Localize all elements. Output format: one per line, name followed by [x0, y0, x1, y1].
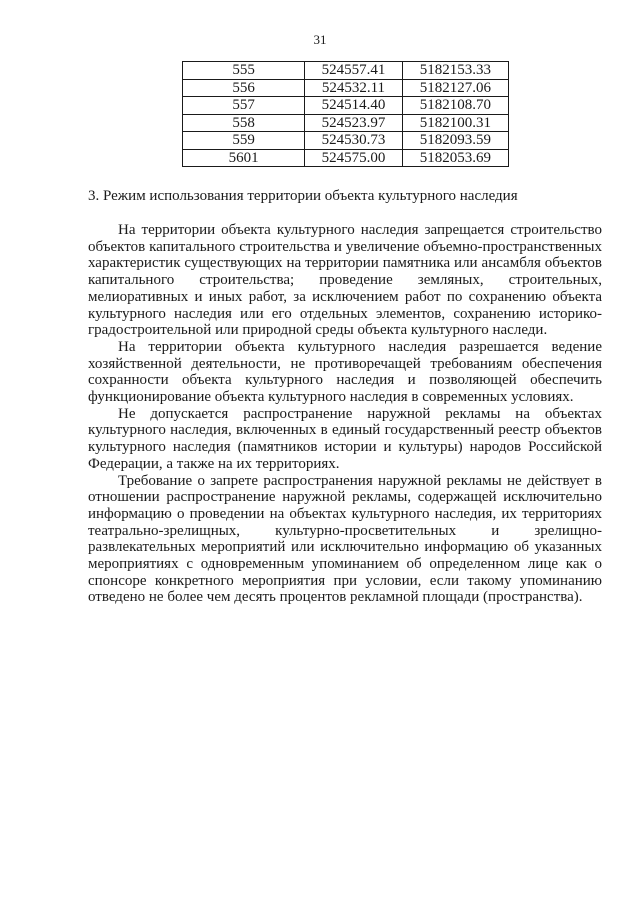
- x-coordinate-cell: 524530.73: [305, 132, 402, 150]
- paragraph: Не допускается распространение наружной рекламы на объектах культурного наследия, включенных в единый государственный реестр объектов культурного наследия (памятников истории и культуры) народов Российской Федерации, а также на их территориях.: [88, 405, 602, 472]
- x-coordinate-cell: 524575.00: [305, 149, 402, 167]
- y-coordinate-cell: 5182053.69: [402, 149, 508, 167]
- point-number-cell: 559: [183, 132, 305, 150]
- table-row: [183, 114, 509, 132]
- point-number-cell: 555: [183, 62, 305, 80]
- point-number-cell: 5601: [183, 149, 305, 167]
- table-row: [183, 149, 509, 167]
- body-text: [88, 222, 602, 606]
- table-row: [183, 62, 509, 80]
- y-coordinate-cell: 5182100.31: [402, 114, 508, 132]
- point-number-cell: 557: [183, 97, 305, 115]
- x-coordinate-cell: 524557.41: [305, 62, 402, 80]
- point-number-cell: 558: [183, 114, 305, 132]
- paragraph: На территории объекта культурного наследия запрещается строительство объектов капитального строительства и увеличение объемно-пространственных характеристик существующих на территории памятника или ансамбля объектов капитального строительства; проведение земляных, строительных, мелиоративных и иных работ, за исключением работ по сохранению объекта культурного наследия или его отдельных элементов, сохранению историко-градостроительной или природной среды объекта культурного наследи.: [88, 222, 602, 339]
- table-row: [183, 132, 509, 150]
- page-number: 31: [313, 32, 327, 47]
- paragraph: Требование о запрете распространения наружной рекламы не действует в отношении распространение наружной рекламы, содержащей исключительно информацию о проведении на объектах культурного наследия, их территориях театрально-зрелищных, культурно-просветительных и зрелищно-развлекательных мероприятий или исключительно информацию об указанных мероприятиях с одновременным упоминанием об определенном лице как о спонсоре конкретного мероприятия при условии, если такому упоминанию отведено не более чем десять процентов рекламной площади (пространства).: [88, 472, 602, 606]
- x-coordinate-cell: 524523.97: [305, 114, 402, 132]
- coordinates-table: [182, 61, 509, 167]
- y-coordinate-cell: 5182153.33: [402, 62, 508, 80]
- y-coordinate-cell: 5182108.70: [402, 97, 508, 115]
- section-heading: 3. Режим использования территории объекта культурного наследия: [88, 188, 518, 204]
- table-row: [183, 79, 509, 97]
- table-row: [183, 97, 509, 115]
- x-coordinate-cell: 524532.11: [305, 79, 402, 97]
- paragraph: На территории объекта культурного наследия разрешается ведение хозяйственной деятельности, не противоречащей требованиям обеспечения сохранности объекта культурного наследия и позволяющей обеспечить функционирование объекта культурного наследия в современных условиях.: [88, 338, 602, 406]
- y-coordinate-cell: 5182093.59: [402, 132, 508, 150]
- y-coordinate-cell: 5182127.06: [402, 79, 508, 97]
- point-number-cell: 556: [183, 79, 305, 97]
- x-coordinate-cell: 524514.40: [305, 97, 402, 115]
